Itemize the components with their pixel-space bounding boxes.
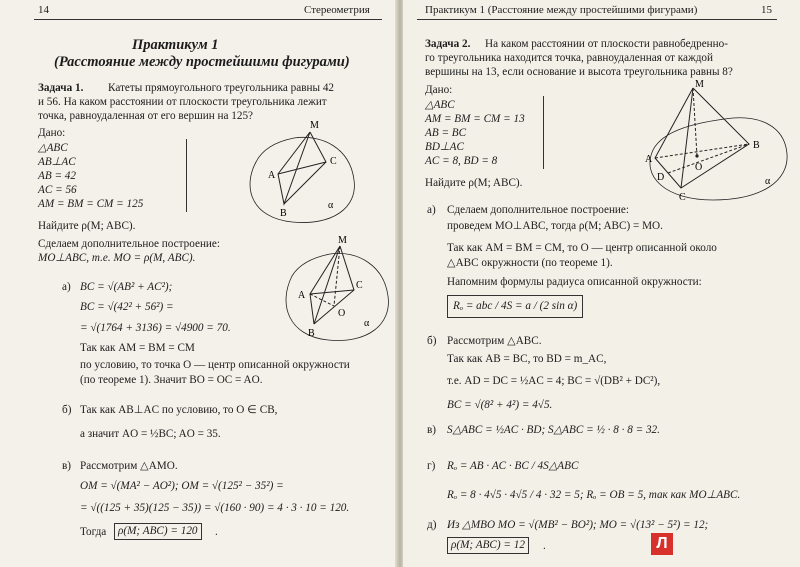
plane-alpha-outline	[250, 137, 354, 222]
point-label-d: D	[657, 172, 665, 183]
given-item: AB = BC	[425, 127, 467, 139]
running-head: Практикум 1 (Расстояние между простейшими фигурами)	[425, 4, 698, 16]
vertex-label-a: A	[298, 290, 306, 301]
given-item: AB⊥AC	[38, 156, 76, 168]
task-text-line: точка, равноудаленная от его вершин на 125?	[38, 110, 254, 122]
step-b-line: Так как AB = BC, то BD = m_AC,	[447, 353, 607, 365]
vertex-label-m: M	[338, 236, 347, 246]
vertex-label-b: B	[308, 328, 315, 339]
publisher-logo-icon: Л	[651, 533, 673, 555]
step-a-line: по условию, то точка O — центр описанной окружности	[80, 359, 350, 371]
left-page	[0, 0, 397, 567]
center-point	[695, 154, 698, 157]
tetrahedron-figure-2	[270, 236, 394, 344]
step-c-line: OM = √(MA² − AO²); OM = √(125² − 35²) =	[80, 480, 284, 492]
vertex-label-b: B	[753, 140, 760, 151]
edge-lines	[278, 132, 310, 204]
edge-line	[681, 88, 693, 188]
step-a-line: Напомним формулы радиуса описанной окружности:	[447, 276, 702, 288]
given-item: AM = BM = CM = 125	[38, 198, 144, 210]
step-c-label: в)	[62, 460, 72, 472]
page-number: 15	[761, 4, 772, 16]
step-e-label: д)	[427, 519, 437, 531]
vertex-label-c: C	[330, 156, 337, 167]
point-label-o: O	[695, 162, 703, 173]
step-b-label: б)	[62, 404, 72, 416]
plane-label-alpha: α	[364, 318, 370, 329]
tetrahedron-figure-1	[232, 118, 360, 228]
step-a-line: Так как AM = BM = CM	[80, 342, 195, 354]
step-b-line: Рассмотрим △ABC.	[447, 335, 542, 347]
given-item: AB = 42	[38, 170, 76, 182]
edge-line	[310, 290, 354, 294]
given-label: Дано:	[38, 127, 66, 139]
practicum-subtitle: (Расстояние между простейшими фигурами)	[54, 54, 350, 70]
vertex-label-m: M	[695, 80, 704, 90]
vertex-label-c: C	[356, 280, 363, 291]
construction-line: MO⊥ABC, т.е. MO = ρ(M, ABC).	[38, 252, 196, 264]
edge-lines	[284, 132, 326, 204]
step-d-line: Rₒ = 8 · 4√5 · 4√5 / 4 · 32 = 5; Rₒ = OB = 5, так как MO⊥ABC.	[447, 489, 741, 501]
edge-lines	[310, 246, 340, 324]
given-item: △ABC	[38, 142, 68, 154]
find-line: Найдите ρ(M; ABC).	[425, 177, 523, 189]
task-label: Задача 1.	[38, 82, 84, 94]
step-a-line: (по теореме 1). Значит BO = OC = AO.	[80, 374, 263, 386]
vertex-label-c: C	[679, 192, 686, 203]
page-number: 14	[38, 4, 49, 16]
vertex-label-m: M	[310, 120, 319, 131]
given-item: BD⊥AC	[425, 141, 464, 153]
height-line	[693, 88, 697, 156]
base-line	[655, 144, 749, 158]
task-label: Задача 2.	[425, 38, 471, 50]
step-a-line: BC = √(AB² + AC²);	[80, 281, 173, 293]
given-item: AC = 8, BD = 8	[425, 155, 498, 167]
running-head: Стереометрия	[304, 4, 370, 16]
given-item: △ABC	[425, 99, 455, 111]
pyramid-figure	[637, 80, 793, 204]
step-b-line: т.е. AD = DC = ½AC = 4; BC = √(DB² + DC²),	[447, 375, 661, 387]
step-c-line: = √((125 + 35)(125 − 35)) = √(160 · 90) = 4 · 3 · 10 = 120.	[80, 502, 350, 514]
right-page	[403, 0, 800, 567]
task-text-line: и 56. На каком расстоянии от плоскости треугольника лежит	[38, 96, 327, 108]
task-text-line: го треугольника находится точка, равноудаленная от каждой	[425, 52, 713, 64]
step-e-line: Из △MBO MO = √(MB² − BO²); MO = √(13² − 5²) = 12;	[447, 519, 709, 531]
formula-box: Rₒ = abc / 4S = a / (2 sin α)	[447, 295, 583, 318]
answer-box: ρ(M; ABC) = 120	[114, 523, 202, 540]
step-a-line: △ABC окружности (по теореме 1).	[447, 257, 613, 269]
vertex-label-b: B	[280, 208, 287, 219]
practicum-title: Практикум 1	[132, 37, 219, 53]
answer-period: .	[215, 526, 218, 538]
step-d-line: Rₒ = AB · AC · BC / 4S△ABC	[447, 460, 579, 472]
vertex-label-a: A	[645, 154, 653, 165]
point-label-o: O	[338, 308, 346, 319]
step-a-line: BC = √(42² + 56²) =	[80, 301, 174, 313]
edge-lines	[314, 246, 354, 324]
step-b-line: а значит AO = ½BC; AO = 35.	[80, 428, 221, 440]
given-item: AM = BM = CM = 13	[425, 113, 525, 125]
step-b-label: б)	[427, 335, 437, 347]
vertex-label-a: A	[268, 170, 276, 181]
task-text-line: На каком расстоянии от плоскости равнобедренно-	[485, 38, 728, 50]
step-a-line: = √(1764 + 3136) = √4900 = 70.	[80, 322, 231, 334]
step-c-answer-prefix: Тогда	[80, 526, 107, 538]
task-text-line: Катеты прямоугольного треугольника равны 42	[108, 82, 335, 94]
step-c-label: в)	[427, 424, 437, 436]
step-a-label: а)	[427, 204, 436, 216]
find-line: Найдите ρ(M; ABC).	[38, 220, 136, 232]
step-a-line: проведем MO⊥ABC, тогда ρ(M; ABC) = MO.	[447, 220, 663, 232]
task-text-line: вершины на 13, если основание и высота треугольника равны 8?	[425, 66, 733, 78]
given-label: Дано:	[425, 84, 453, 96]
given-item: AC = 56	[38, 184, 77, 196]
plane-label-alpha: α	[328, 200, 334, 211]
plane-label-alpha: α	[765, 176, 771, 187]
answer-period: .	[543, 540, 546, 552]
answer-box: ρ(M; ABC) = 12	[447, 537, 529, 554]
header-rule	[34, 19, 382, 20]
step-a-line: Так как AM = BM = CM, то O — центр описанной около	[447, 242, 717, 254]
construction-line: Сделаем дополнительное построение:	[38, 238, 220, 250]
step-b-line: BC = √(8² + 4²) = 4√5.	[447, 399, 553, 411]
step-c-line: Рассмотрим △AMO.	[80, 460, 178, 472]
step-d-label: г)	[427, 460, 436, 472]
median-line	[668, 144, 749, 173]
header-rule	[417, 19, 777, 20]
step-b-line: Так как AB⊥AC по условию, то O ∈ CB,	[80, 404, 278, 416]
step-c-line: S△ABC = ½AC · BD; S△ABC = ½ · 8 · 8 = 32.	[447, 424, 660, 436]
step-a-line: Сделаем дополнительное построение:	[447, 204, 629, 216]
step-a-label: а)	[62, 281, 71, 293]
